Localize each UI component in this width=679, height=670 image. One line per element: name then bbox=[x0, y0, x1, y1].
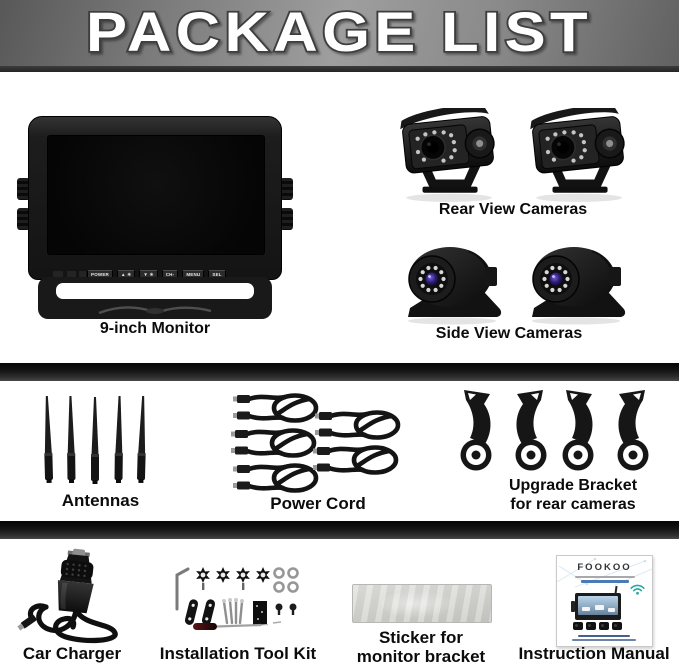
side-cameras-label: Side View Cameras bbox=[435, 325, 583, 342]
side-camera-image bbox=[522, 238, 630, 326]
monitor-button-up: ▲ ☀ bbox=[117, 270, 135, 282]
monitor-button-sel: SEL bbox=[208, 270, 225, 282]
sticker-label-line1: Sticker for bbox=[378, 628, 464, 647]
monitor-button-power: POWER bbox=[87, 270, 113, 282]
side-camera-image bbox=[398, 238, 506, 326]
antenna-image bbox=[110, 396, 127, 484]
manual-screen-car bbox=[595, 605, 604, 610]
monitor-screen bbox=[47, 135, 265, 255]
power-cord-image bbox=[233, 459, 321, 497]
power-cord-image bbox=[233, 389, 321, 427]
monitor-body bbox=[28, 116, 282, 280]
manual-image bbox=[556, 555, 653, 647]
antennas-label: Antennas bbox=[61, 491, 140, 510]
manual-monitor-screen bbox=[578, 596, 618, 615]
manual-camera-picture bbox=[599, 622, 609, 630]
car-charger-image bbox=[14, 548, 126, 648]
car-charger-label: Car Charger bbox=[22, 644, 122, 663]
tool-kit-image bbox=[157, 558, 307, 642]
upgrade-bracket-image bbox=[456, 388, 502, 474]
antenna-image bbox=[133, 396, 151, 484]
monitor-button-down: ▼ ☀ bbox=[139, 270, 157, 282]
rear-camera-image bbox=[396, 108, 500, 204]
manual-screen-car bbox=[582, 607, 590, 611]
monitor-label: 9-inch Monitor bbox=[99, 320, 211, 337]
section-divider bbox=[0, 363, 679, 381]
upgrade-bracket-image bbox=[558, 388, 604, 474]
monitor-stand bbox=[38, 277, 272, 319]
manual-camera-picture bbox=[586, 622, 596, 630]
page-title: PACKAGE LIST bbox=[86, 0, 592, 63]
manual-text-line bbox=[578, 635, 630, 637]
antenna-image bbox=[39, 396, 57, 484]
tool-kit-label: Installation Tool Kit bbox=[159, 644, 317, 663]
manual-text-line bbox=[581, 580, 629, 583]
monitor-stand-detail bbox=[95, 301, 215, 317]
monitor-stand-slot bbox=[56, 283, 254, 299]
manual-text-line bbox=[572, 639, 636, 641]
power-cord-label: Power Cord bbox=[270, 494, 366, 513]
manual-brand: FOOKOO bbox=[577, 562, 632, 573]
manual-monitor-picture bbox=[575, 593, 621, 620]
power-cord-image bbox=[313, 441, 401, 479]
manual-monitor-antenna bbox=[614, 586, 617, 594]
manual-label: Instruction Manual bbox=[518, 644, 670, 663]
rear-cameras-label: Rear View Cameras bbox=[438, 201, 588, 218]
wifi-icon bbox=[630, 583, 645, 595]
power-cord-image bbox=[315, 406, 403, 444]
manual-text-line bbox=[575, 576, 635, 578]
section-divider bbox=[0, 521, 679, 539]
manual-camera-picture bbox=[573, 622, 583, 630]
antenna-image bbox=[87, 397, 103, 485]
upgrade-bracket-image bbox=[607, 388, 653, 474]
upgrade-bracket-label-line2: for rear cameras bbox=[510, 496, 636, 513]
power-cord-image bbox=[231, 424, 319, 462]
upgrade-bracket-label-line1: Upgrade Bracket bbox=[508, 477, 638, 494]
banner bbox=[0, 0, 679, 66]
rear-camera-image bbox=[526, 108, 630, 204]
manual-monitor-bracket bbox=[571, 601, 575, 612]
monitor-button-menu: MENU bbox=[182, 270, 204, 282]
manual-screen-car bbox=[608, 608, 615, 612]
sticker-label-line2: monitor bracket bbox=[356, 647, 486, 666]
monitor-image bbox=[14, 108, 294, 323]
monitor-button-ch: CH- bbox=[162, 270, 179, 282]
upgrade-bracket-image bbox=[505, 388, 551, 474]
manual-camera-picture bbox=[612, 622, 622, 630]
antenna-image bbox=[62, 396, 79, 484]
sticker-image bbox=[352, 584, 492, 623]
banner-bottom-strip bbox=[0, 66, 679, 72]
